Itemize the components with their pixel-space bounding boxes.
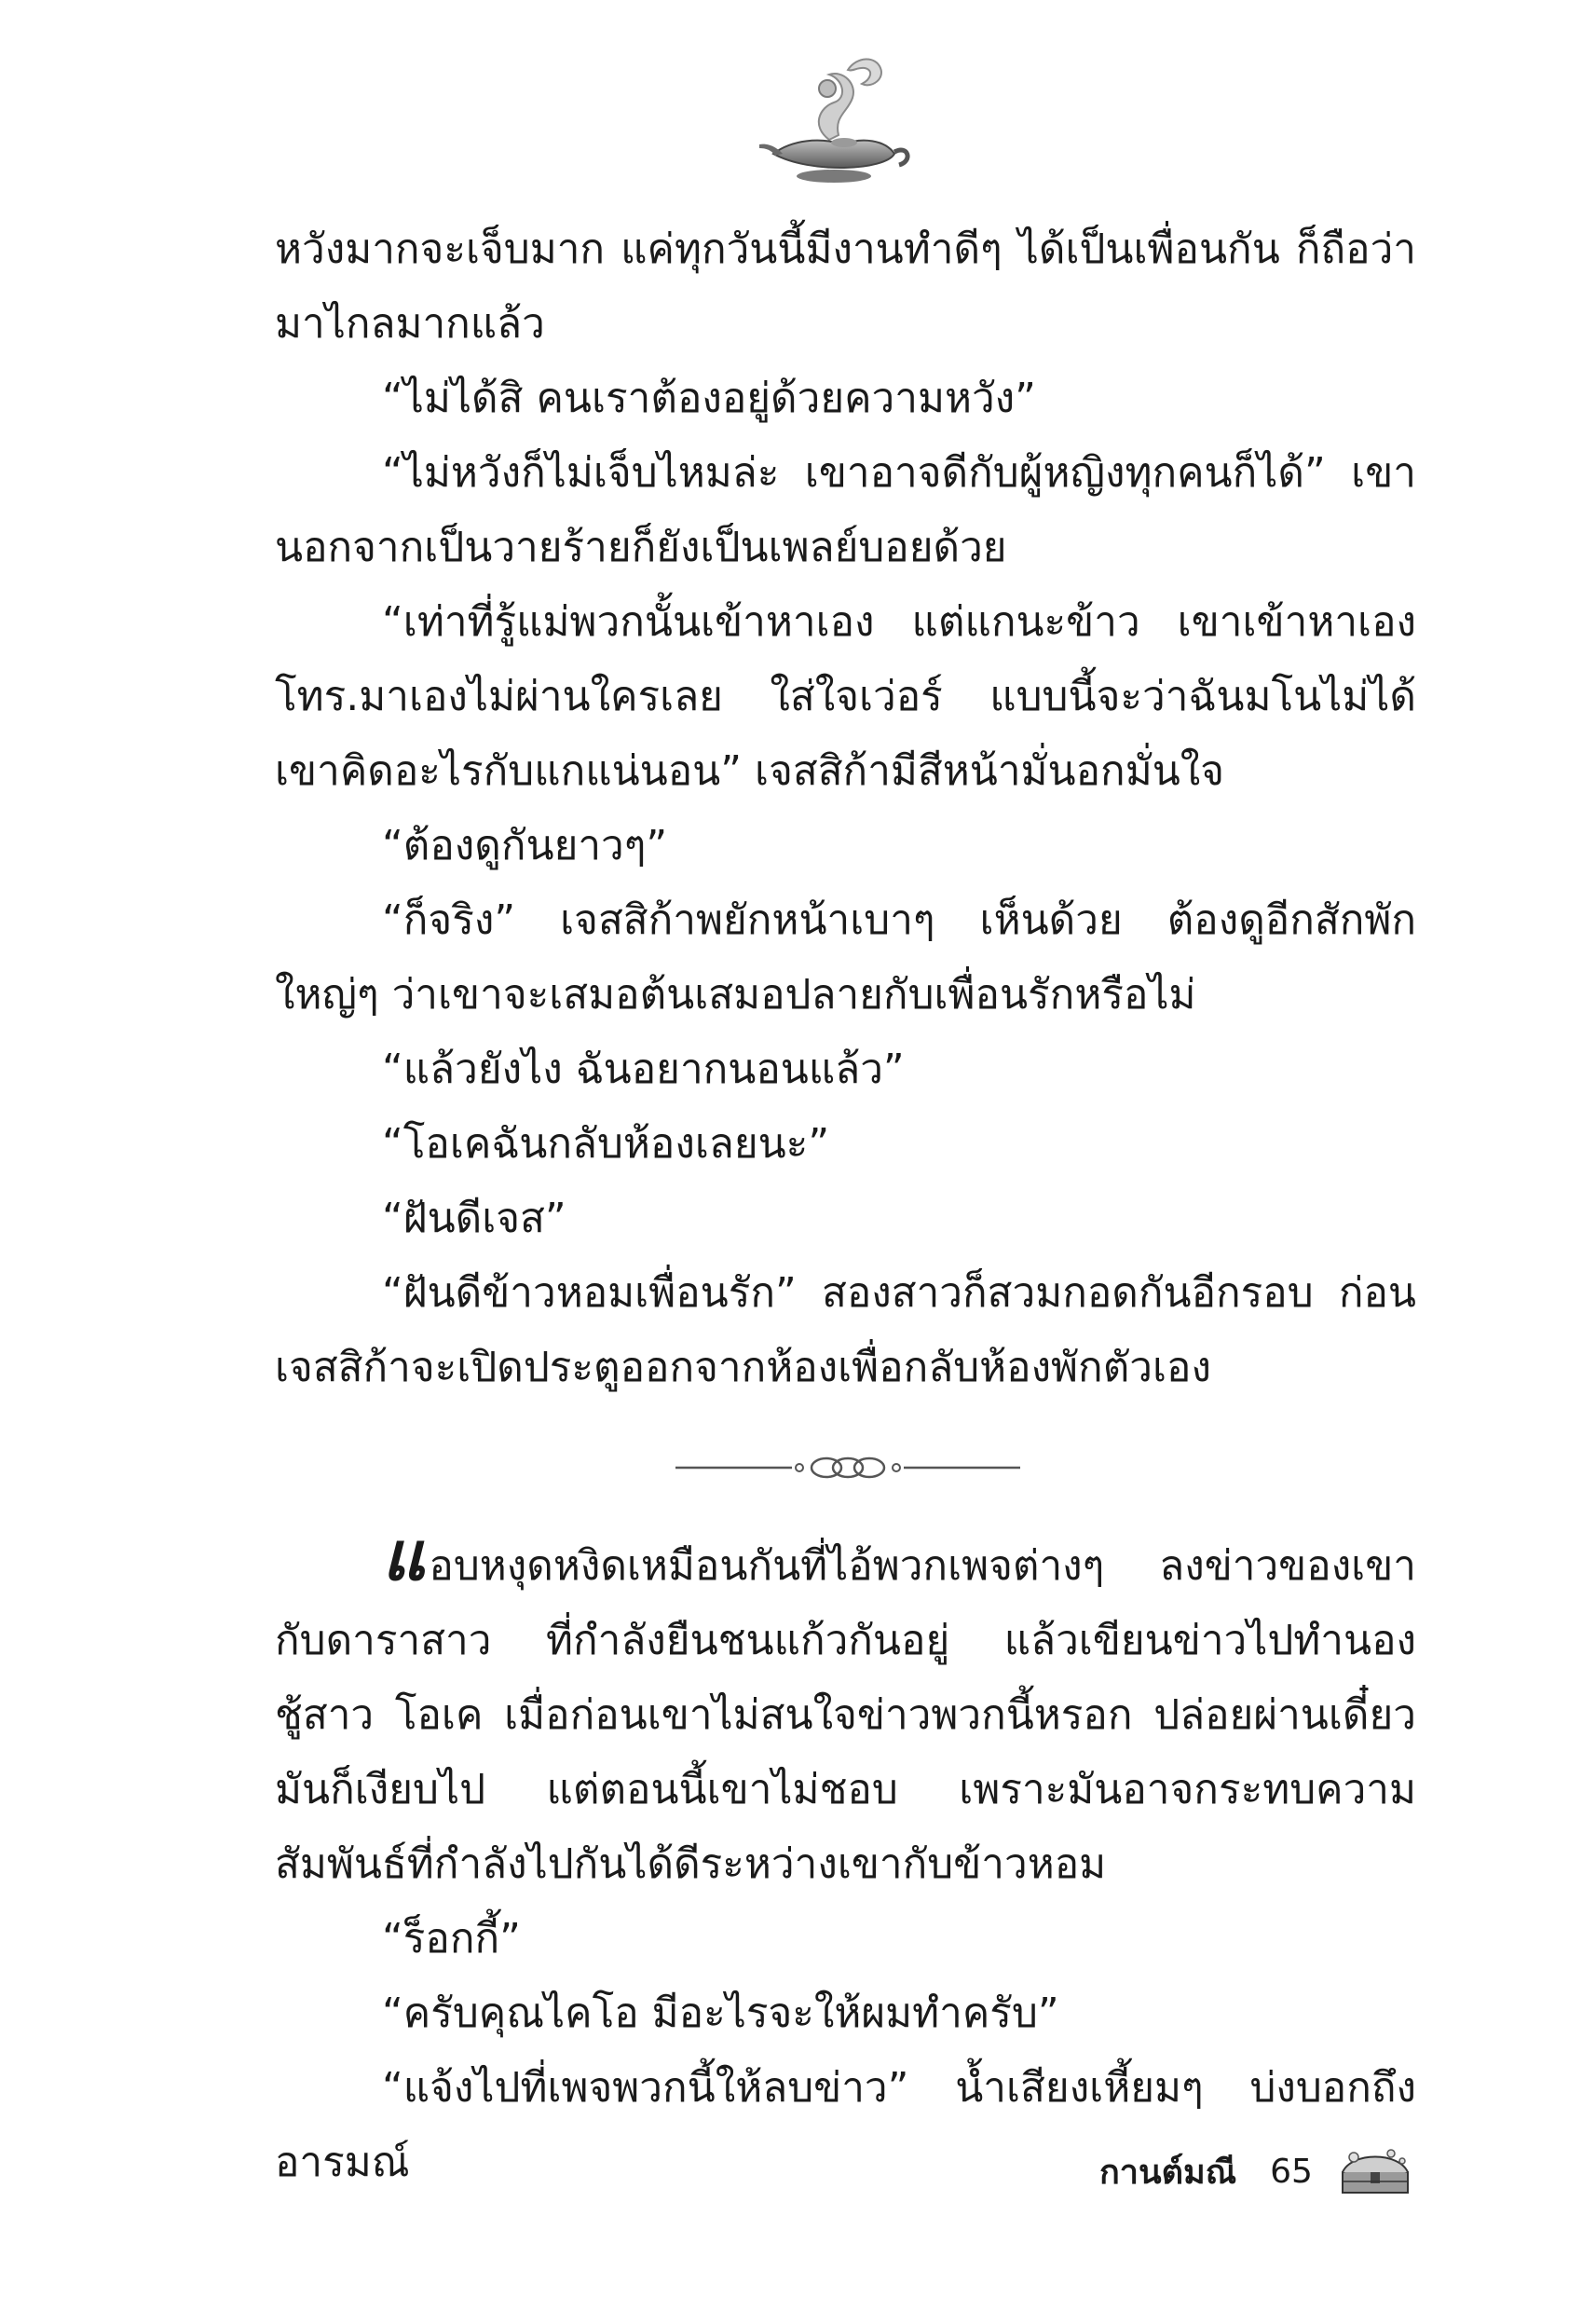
- paragraph: “ไม่ได้สิ คนเราต้องอยู่ด้วยความหวัง”: [382, 375, 1036, 422]
- genie-lamp-icon: [755, 51, 913, 191]
- section-1-text: [275, 212, 1416, 1405]
- drop-cap: แ: [382, 1516, 418, 1595]
- paragraph: “แล้วยังไง ฉันอยากนอนแล้ว”: [382, 1046, 905, 1093]
- page-number: 65: [1270, 2152, 1313, 2191]
- book-title: กานต์มณี: [1099, 2153, 1237, 2192]
- paragraph: “โอเคฉันกลับห้องเลยนะ”: [382, 1120, 830, 1168]
- paragraph: “ต้องดูกันยาวๆ”: [382, 822, 668, 869]
- paragraph: “ครับคุณไคโอ มีอะไรจะให้ผมทำครับ”: [382, 1990, 1059, 2037]
- first-paragraph-text: อบหงุดหงิดเหมือนกันที่ไอ้พวกเพจต่างๆ ลงข่าวของเขากับดาราสาว ที่กำลังยืนชนแก้วกันอยู่ แล้วเขียนข่าวไปทำนองชู้สาว โอเค เมื่อก่อนเขาไม่สนใจข่าวพวกนี้หรอก ปล่อยผ่านเดี๋ยวมันก็เงียบไป แต่ตอนนี้เขาไม่ชอบ เพราะมันอาจกระทบความสัมพันธ์ที่กำลังไปกันได้ดีระหว่างเขากับข้าวหอม: [275, 1542, 1416, 1888]
- paragraph: “ไม่หวังก็ไม่เจ็บไหมล่ะ เขาอาจดีกับผู้หญิงทุกคนก็ได้” เขานอกจากเป็นวายร้ายก็ยังเป็นเพลย์บอยด้วย: [275, 449, 1416, 571]
- paragraph: หวังมากจะเจ็บมาก แค่ทุกวันนี้มีงานทำดีๆ ได้เป็นเพื่อนกัน ก็ถือว่ามาไกลมากแล้ว: [275, 226, 1416, 348]
- paragraph: “ฝันดีข้าวหอมเพื่อนรัก” สองสาวก็สวมกอดกันอีกรอบ ก่อนเจสสิก้าจะเปิดประตูออกจากห้องเพื่อกลับห้องพักตัวเอง: [275, 1269, 1416, 1391]
- page-footer: [1099, 2143, 1417, 2199]
- treasure-chest-icon: [1333, 2144, 1417, 2198]
- paragraph: “แจ้งไปที่เพจพวกนี้ให้ลบข่าว” น้ำเสียงเหี้ยมๆ บ่งบอกถึงอารมณ์: [275, 2064, 1416, 2186]
- knot-divider-icon: [675, 1449, 1020, 1486]
- first-paragraph: [275, 1516, 1416, 1902]
- paragraph: “เท่าที่รู้แม่พวกนั้นเข้าหาเอง แต่แกนะข้าว เขาเข้าหาเอง โทร.มาเองไม่ผ่านใครเลย ใส่ใจเว่อร์ แบบนี้จะว่าฉันมโนไม่ได้ เขาคิดอะไรกับแกแน่นอน” เจสสิก้ามีสีหน้ามั่นอกมั่นใจ: [275, 598, 1416, 795]
- paragraph: “ร็อกกี้”: [382, 1915, 521, 1962]
- section-2-text: [275, 1516, 1416, 2200]
- paragraph: “ก็จริง” เจสสิก้าพยักหน้าเบาๆ เห็นด้วย ต้องดูอีกสักพักใหญ่ๆ ว่าเขาจะเสมอต้นเสมอปลายกับเพื่อนรักหรือไม่: [275, 896, 1416, 1019]
- paragraph: “ฝันดีเจส”: [382, 1195, 566, 1242]
